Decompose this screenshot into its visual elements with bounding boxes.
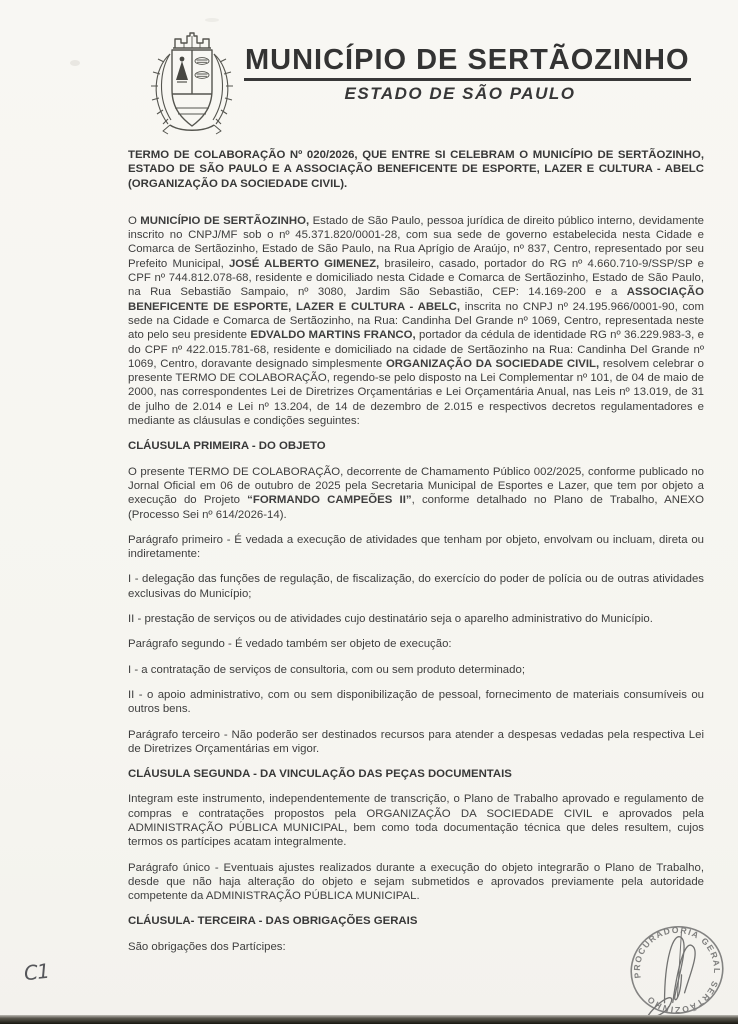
text-segment: II - prestação de serviços ou de atividades cujo destinatário seja o aparelho administrativo do Município. bbox=[128, 613, 653, 626]
letterhead bbox=[244, 44, 690, 104]
paragraph bbox=[128, 861, 704, 904]
text-segment: Parágrafo segundo - É vedado também ser objeto de execução: bbox=[128, 638, 452, 651]
text-segment: O bbox=[128, 214, 141, 227]
text-segment: ORGANIZAÇÃO DA SOCIEDADE CIVIL, bbox=[385, 357, 600, 370]
crown bbox=[173, 33, 211, 48]
text-segment: I - a contratação de serviços de consultoria, com ou sem produto determinado; bbox=[128, 663, 525, 676]
text-segment: TERMO DE COLABORAÇÃO Nº 020/2026, QUE ENTRE SI CELEBRAM O MUNICÍPIO DE SERTÃOZINHO, ESTADO DE SÃO PAULO E A ASSOCIAÇÃO BENEFICENTE DE ESPORTE, LAZER E CULTURA - ABELC (ORGANIZAÇÃO DA SOCIEDADE CIVIL). bbox=[128, 149, 704, 190]
text-segment: O presente TERMO DE COLABORAÇÃO, decorrente de Chamamento Público 002/2025, conforme publicado no Jornal Oficial em 06 de outubro de 2025 pela Secretaria Municipal de Esportes e Lazer, que tem por objeto a execução do Projeto bbox=[128, 465, 704, 507]
clause-heading bbox=[128, 767, 704, 781]
paragraph bbox=[128, 572, 704, 601]
text-segment: , conforme detalhado no Plano de Trabalho, ANEXO (Processo Sei nº 614/2026-14). bbox=[128, 494, 705, 521]
stamp-text-bottom: SERTÃOZINHO bbox=[644, 979, 721, 1016]
paragraph bbox=[128, 214, 704, 428]
scan-edge-shadow bbox=[0, 1015, 738, 1024]
text-segment: ASSOCIAÇÃO BENEFICENTE DE ESPORTE, LAZER E CULTURA - ABELC, bbox=[128, 286, 704, 313]
text-segment: EDVALDO MARTINS FRANCO, bbox=[250, 329, 416, 342]
text-segment: São obrigações dos Partícipes: bbox=[128, 940, 286, 953]
procuradoria-stamp bbox=[618, 916, 736, 1024]
text-segment: Estado de São Paulo, pessoa jurídica de direito público interno, devidamente inscrito no CNPJ/MF sob o nº 45.371.820/0001-28, com sua sede de governo estabelecida nesta Cidade e Comarca de Sertãozinho, Estado de São Paulo, na Rua Aprígio de Araújo, nº 837, Centro, representado por seu Prefeito Municipal, bbox=[128, 214, 704, 270]
paragraph bbox=[128, 792, 704, 849]
coat-of-arms-icon bbox=[140, 28, 244, 138]
text-segment: resolvem celebrar o presente TERMO DE COLABORAÇÃO, regendo-se pelo disposto na Lei Complementar nº 101, de 04 de maio de 2000, nas correspondentes Lei de Diretrizes Orçamentárias e Lei Orçamentária Anual, nas Leis nº 13.019, de 31 de julho de 2.014 e Lei nº 13.204, de 14 de dezembro de 2.015 e respectivos decretos regulamentadores e mediante as cláusulas e condições seguintes: bbox=[128, 357, 705, 428]
text-segment: JOSÉ ALBERTO GIMENEZ, bbox=[228, 257, 380, 270]
scan-speck bbox=[205, 18, 219, 22]
stamp-text-top: PROCURADORIA GERAL bbox=[631, 924, 723, 979]
text-segment: Parágrafo primeiro - É vedada a execução de atividades que tenham por objeto, envolvam ou incluam, direta ou indiretamente: bbox=[128, 533, 704, 561]
paragraph bbox=[128, 465, 704, 522]
text-segment: portador da cédula de identidade RG nº 36.229.983-3, e do CPF nº 422.015.781-68, residente e domiciliado na cidade de Sertãozinho na Rua: Candinha Del Grande nº 1069, Centro, doravante designado simplesmente bbox=[128, 329, 704, 370]
text-segment: “FORMANDO CAMPEÕES II” bbox=[247, 494, 412, 507]
municipality-name: MUNICÍPIO DE SERTÃOZINHO bbox=[244, 44, 691, 81]
text-segment: Parágrafo terceiro - Não poderão ser destinados recursos para atender a despesas vedadas pela respectiva Lei de Diretrizes Orçamentárias em vigor. bbox=[128, 728, 704, 755]
shield bbox=[172, 50, 212, 126]
scan-speck bbox=[70, 60, 80, 66]
document-body bbox=[128, 148, 704, 965]
text-segment: II - o apoio administrativo, com ou sem disponibilização de pessoal, fornecimento de materiais consumíveis ou outros bens. bbox=[128, 688, 704, 716]
paragraph bbox=[128, 663, 704, 677]
text-segment: CLÁUSULA- TERCEIRA - DAS OBRIGAÇÕES GERAIS bbox=[128, 915, 418, 928]
text-segment: CLÁUSULA PRIMEIRA - DO OBJETO bbox=[128, 440, 326, 453]
text-segment: MUNICÍPIO DE SERTÃOZINHO, bbox=[140, 214, 310, 227]
paragraph bbox=[128, 612, 704, 626]
charges bbox=[195, 58, 209, 79]
text-segment: Integram este instrumento, independentemente de transcrição, o Plano de Trabalho aprovado e regulamento de compras e contratações propostos pela ORGANIZAÇÃO DA SOCIEDADE CIVIL e aprovados pela ADMINISTRAÇÃO PÚBLICA MUNICIPAL, bem como toda documentação técnica que deles resultem, cujos termos os partícipes acatam integralmente. bbox=[128, 793, 704, 849]
clause-heading bbox=[128, 439, 704, 453]
paragraph bbox=[128, 637, 704, 651]
text-segment: brasileiro, casado, portador do RG nº 4.660.710-9/SSP/SP e CPF nº 744.812.078-68, residente e domiciliado nesta Cidade e Comarca de Sertãozinho, Estado de São Paulo, na Rua Sebastião Sampaio, nº 3080, Jardim São Sebastião, CEP: 14.169-200 e a bbox=[128, 257, 704, 299]
state-name: ESTADO DE SÃO PAULO bbox=[344, 84, 576, 103]
text-segment: inscrita no CNPJ nº 24.195.966/0001-90, com sede na Cidade e Comarca de Sertãozinho, na Rua: Candinha Del Grande nº 1069, Centro, representada neste ato pelo seu presidente bbox=[128, 300, 705, 342]
text-segment: CLÁUSULA SEGUNDA - DA VINCULAÇÃO DAS PEÇAS DOCUMENTAIS bbox=[128, 768, 512, 781]
saint-figure bbox=[176, 57, 188, 82]
text-segment: Parágrafo único - Eventuais ajustes realizados durante a execução do objeto integrarão o Plano de Trabalho, desde que não haja alteração do objeto e sejam submetidos e aprovados previamente pela autoridade competente da ADMINISTRAÇÃO PÚBLICA MUNICIPAL. bbox=[128, 861, 704, 903]
handwritten-note: C1 bbox=[22, 958, 50, 986]
paragraph bbox=[128, 728, 704, 757]
paragraph bbox=[128, 533, 704, 562]
text-segment: I - delegação das funções de regulação, de fiscalização, do exercício do poder de polícia ou de outras atividades exclusivas do Município; bbox=[128, 573, 704, 600]
document-title bbox=[128, 148, 704, 191]
paragraph bbox=[128, 688, 704, 717]
